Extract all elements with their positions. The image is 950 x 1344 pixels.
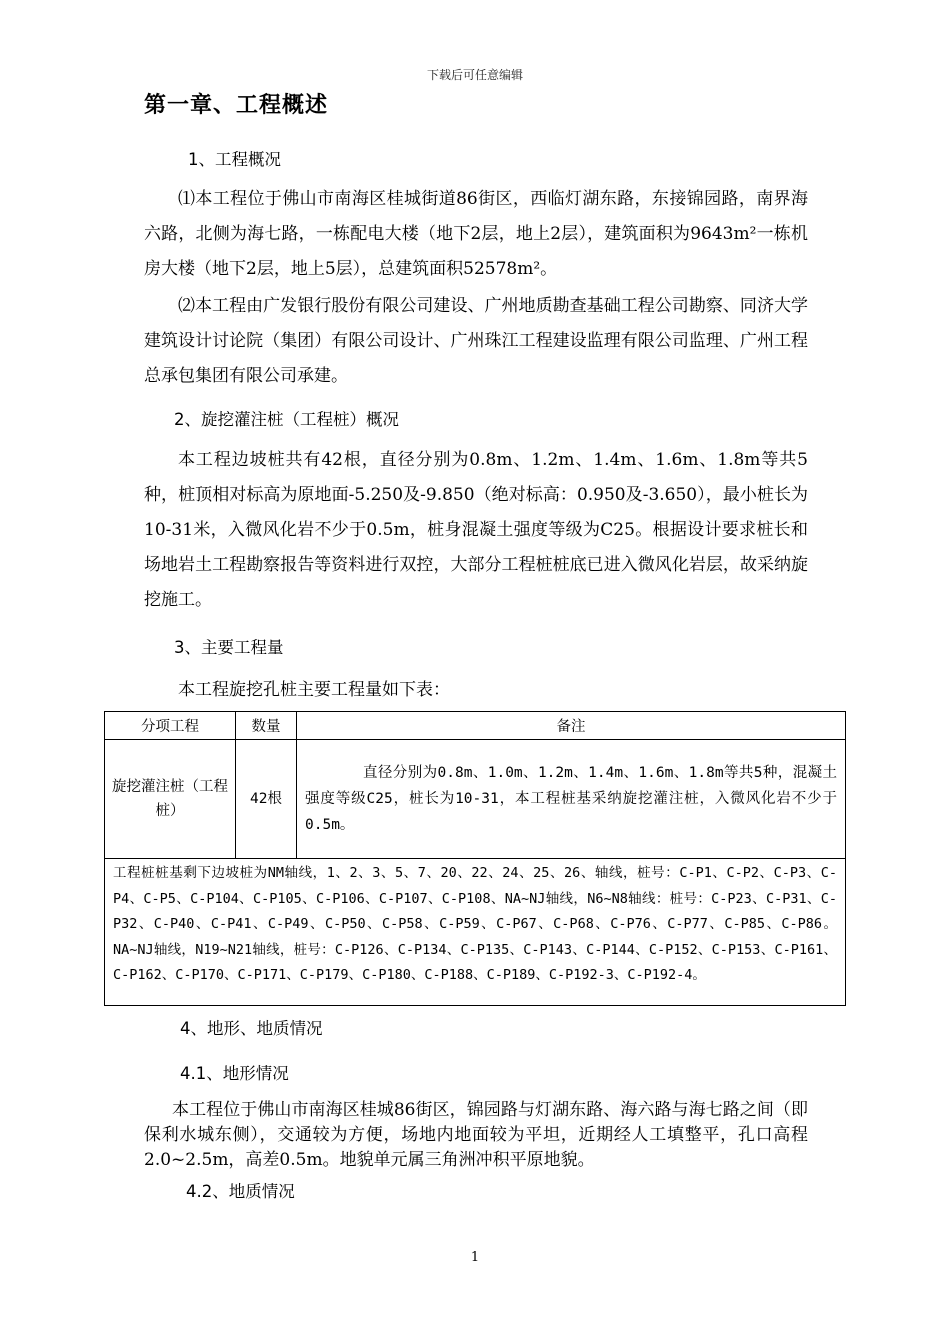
overview-paragraph-parties: ⑵本工程由广发银行股份有限公司建设、广州地质勘查基础工程公司勘察、同济大学建筑设计讨论院（集团）有限公司设计、广州珠江工程建设监理有限公司监理、广州工程总承包集团有限公司承建。 — [144, 296, 808, 386]
table-row — [105, 740, 846, 859]
table-header-remark: 备注 — [297, 712, 846, 740]
table-header-row — [105, 712, 846, 740]
table-cell-remark: 直径分别为0.8m、1.0m、1.2m、1.4m、1.6m、1.8m等共5种，混凝土强度等级C25，桩长为10-31，本工程桩基采纳旋挖灌注桩，入微风化岩不少于0.5m。 — [297, 740, 846, 859]
subsection-heading-terrain: 4.1、地形情况 — [180, 1064, 289, 1083]
section-heading-terrain-geology: 4、地形、地质情况 — [180, 1019, 323, 1038]
section-heading-pile-overview: 2、旋挖灌注桩（工程桩）概况 — [174, 410, 399, 429]
section-heading-quantities: 3、主要工程量 — [174, 638, 284, 657]
quantities-intro: 本工程旋挖孔桩主要工程量如下表： — [178, 680, 450, 700]
header-note: 下载后可任意编辑 — [426, 68, 523, 82]
table-header-item: 分项工程 — [105, 712, 236, 740]
quantities-table — [104, 711, 846, 1006]
table-cell-qty: 42根 — [236, 740, 297, 859]
table-header-qty: 数量 — [236, 712, 297, 740]
section-heading-overview: 1、工程概况 — [188, 150, 281, 169]
page-number: 1 — [470, 1250, 480, 1265]
chapter-title: 第一章、工程概述 — [144, 93, 329, 118]
table-note-row — [105, 859, 846, 1006]
table-cell-item: 旋挖灌注桩（工程桩） — [105, 740, 236, 859]
overview-paragraph-location: ⑴本工程位于佛山市南海区桂城街道86街区，西临灯湖东路，东接锦园路，南界海六路，北侧为海七路，一栋配电大楼（地下2层，地上2层），建筑面积为9643m²一栋机房大楼（地下2层，地上5层），总建筑面积52578m²。 — [144, 189, 808, 279]
table-cell-note: 工程桩桩基剩下边坡桩为NM轴线，1、2、3、5、7、20、22、24、25、26、轴线，桩号：C-P1、C-P2、C-P3、C-P4、C-P5、C-P104、C-P105、C-P106、C-P107、C-P108、NA~NJ轴线，N6~N8轴线：桩号：C-P23、C-P31、C-P32、C-P40、C-P41、C-P49、C-P50、C-P58、C-P59、C-P67、C-P68、C-P76、C-P77、C-P85、C-P86。NA~NJ轴线，N19~N21轴线，桩号：C-P126、C-P134、C-P135、C-P143、C-P144、C-P152、C-P153、C-P161、C-P162、C-P170、C-P171、C-P179、C-P180、C-P188、C-P189、C-P192-3、C-P192-4。 — [105, 859, 846, 1006]
terrain-paragraph: 本工程位于佛山市南海区桂城86街区，锦园路与灯湖东路、海六路与海七路之间（即保利水城东侧），交通较为方便，场地内地面较为平坦，近期经人工填整平，孔口高程2.0~2.5m，高差0.5m。地貌单元属三角洲冲积平原地貌。 — [144, 1100, 808, 1170]
pile-overview-paragraph: 本工程边坡桩共有42根，直径分别为0.8m、1.2m、1.4m、1.6m、1.8m等共5种，桩顶相对标高为原地面-5.250及-9.850（绝对标高：0.950及-3.650），最小桩长为10-31米，入微风化岩不少于0.5m，桩身混凝土强度等级为C25。根据设计要求桩长和场地岩土工程勘察报告等资料进行双控，大部分工程桩桩底已进入微风化岩层，故采纳旋挖施工。 — [144, 450, 808, 610]
subsection-heading-geology: 4.2、地质情况 — [186, 1182, 295, 1201]
